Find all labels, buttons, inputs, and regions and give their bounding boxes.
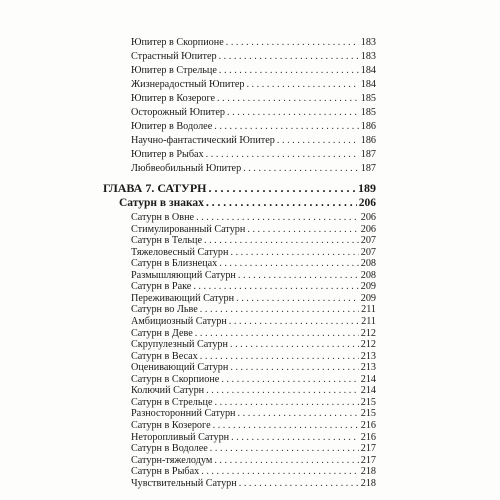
chapter-heading <box>103 181 376 195</box>
leader-dots <box>219 64 359 78</box>
toc-entry-label: Тяжеловесный Сатурн <box>131 246 229 258</box>
toc-entry-label: Сатурн в Овне <box>131 212 195 223</box>
toc-entry-page: 183 <box>360 51 376 62</box>
toc-entry <box>131 64 376 78</box>
toc-entry-label: Любвеобильный Юпитер <box>131 163 242 174</box>
toc-entry-label: Сатурн в Деве <box>131 327 193 339</box>
toc-entry-label: Юпитер в Водолее <box>131 121 213 132</box>
toc-entry-label: Сатурн в Козероге <box>131 419 211 431</box>
leader-dots <box>219 50 359 64</box>
toc-entry-page: 218 <box>360 477 376 489</box>
toc-entry-label: Сатурн в Водолее <box>131 443 208 454</box>
toc-entry-page: 213 <box>360 350 376 362</box>
toc-entry <box>131 134 376 148</box>
toc-entry-page: 206 <box>360 223 376 235</box>
leader-dots <box>217 92 359 106</box>
section-page: 206 <box>358 197 376 209</box>
toc-entry-label: Сатурн в Стрельце <box>131 396 213 408</box>
toc-entry-page: 212 <box>360 327 376 339</box>
toc-entry-page: 187 <box>360 149 376 160</box>
section-title: Сатурн в знаках <box>119 197 204 209</box>
toc-entry-label: Сатурн в Скорпионе <box>131 373 220 385</box>
toc-entry <box>131 106 376 120</box>
toc-entry-label: Переживающий Сатурн <box>131 292 235 304</box>
toc-entry-page: 216 <box>360 419 376 431</box>
toc-entry-label: Юпитер в Рыбах <box>131 149 204 160</box>
toc-entry-label: Страстный Юпитер <box>131 51 217 62</box>
toc-entry-page: 215 <box>360 396 376 408</box>
toc-entry-page: 185 <box>360 93 376 104</box>
chapter-title: ГЛАВА 7. САТУРН <box>103 181 207 195</box>
leader-dots <box>214 120 359 134</box>
toc-entry-page: 207 <box>360 246 376 258</box>
toc-entry <box>131 50 376 64</box>
toc-entry-page: 186 <box>360 135 376 146</box>
toc-entry-label: Колючий Сатурн <box>131 385 205 397</box>
toc-entry-label: Сатурн-тяжелодум <box>131 454 213 466</box>
toc-entry-label: Юпитер в Скорпионе <box>131 37 224 48</box>
toc-entry-label: Жизнерадостный Юпитер <box>131 79 245 90</box>
leader-dots <box>246 78 358 92</box>
toc-entry-page: 215 <box>360 408 376 420</box>
toc-entry-label: Размышляющий Сатурн <box>131 269 236 281</box>
toc-entry-label: Разносторонний Сатурн <box>131 408 236 420</box>
toc-entry-page: 211 <box>361 315 376 327</box>
toc-entry <box>131 162 376 176</box>
toc-entry <box>131 477 376 491</box>
toc-entry-page: 216 <box>360 431 376 443</box>
toc-entry-label: Сатурн в Рыбах <box>131 466 200 478</box>
toc-entry-label: Юпитер в Стрельце <box>131 65 217 76</box>
toc-entry-page: 207 <box>360 235 376 247</box>
toc-entry-page: 206 <box>360 212 376 223</box>
toc-entry-page: 184 <box>360 79 376 90</box>
leader-dots <box>243 162 359 176</box>
toc-entry-page: 218 <box>360 466 376 478</box>
leader-dots <box>206 148 359 162</box>
chapter-page: 189 <box>358 181 376 195</box>
toc-entry <box>131 148 376 162</box>
toc-entry-label: Осторожный Юпитер <box>131 107 226 118</box>
toc-entry-page: 213 <box>360 362 376 374</box>
leader-dots <box>206 196 357 210</box>
leader-dots <box>209 181 357 195</box>
toc-entry-page: 185 <box>360 107 376 118</box>
toc-entry-label: Юпитер в Козероге <box>131 93 216 104</box>
toc-entry-label: Скрупулезный Сатурн <box>131 339 228 351</box>
toc-entry-label: Оценивающий Сатурн <box>131 362 229 374</box>
toc-entry-page: 208 <box>360 258 376 270</box>
toc-entry <box>131 92 376 106</box>
toc-entry-page: 212 <box>360 339 376 351</box>
toc-entry-label: Амбициозный Сатурн <box>131 315 227 327</box>
leader-dots <box>277 134 359 148</box>
toc-entry-page: 214 <box>360 373 376 385</box>
toc-entry-page: 211 <box>361 304 376 316</box>
toc-entry-label: Сатурн во Льве <box>131 304 198 316</box>
toc-entry-label: Неторопливый Сатурн <box>131 431 230 443</box>
toc-entry-page: 186 <box>360 121 376 132</box>
toc-entry-label: Сатурн в Весах <box>131 350 198 362</box>
toc-entry-label: Сатурн в Раке <box>131 281 192 293</box>
toc-entry-page: 184 <box>360 65 376 76</box>
toc-entry-page: 183 <box>360 37 376 48</box>
leader-dots <box>227 106 359 120</box>
toc-entry-page: 209 <box>360 292 376 304</box>
toc-entry-page: 209 <box>360 281 376 293</box>
toc-entry-page: 214 <box>360 385 376 397</box>
toc-entry-label: Стимулированный Сатурн <box>131 223 246 235</box>
toc-entry-page: 208 <box>360 269 376 281</box>
leader-dots <box>226 36 359 50</box>
toc-entry-label: Научно-фантастический Юпитер <box>131 135 275 146</box>
toc-entry <box>131 36 376 50</box>
toc-entry <box>131 78 376 92</box>
toc-entry-page: 187 <box>360 163 376 174</box>
section-heading <box>119 196 376 210</box>
toc-entry <box>131 120 376 134</box>
leader-dots <box>239 477 359 491</box>
toc-entry-label: Сатурн в Тельце <box>131 235 202 247</box>
toc-entry-page: 217 <box>360 454 376 466</box>
toc-entry-label: Чувствительный Сатурн <box>131 477 237 489</box>
toc-entry-page: 217 <box>360 443 376 454</box>
toc-entry-label: Сатурн в Близнецах <box>131 258 218 270</box>
